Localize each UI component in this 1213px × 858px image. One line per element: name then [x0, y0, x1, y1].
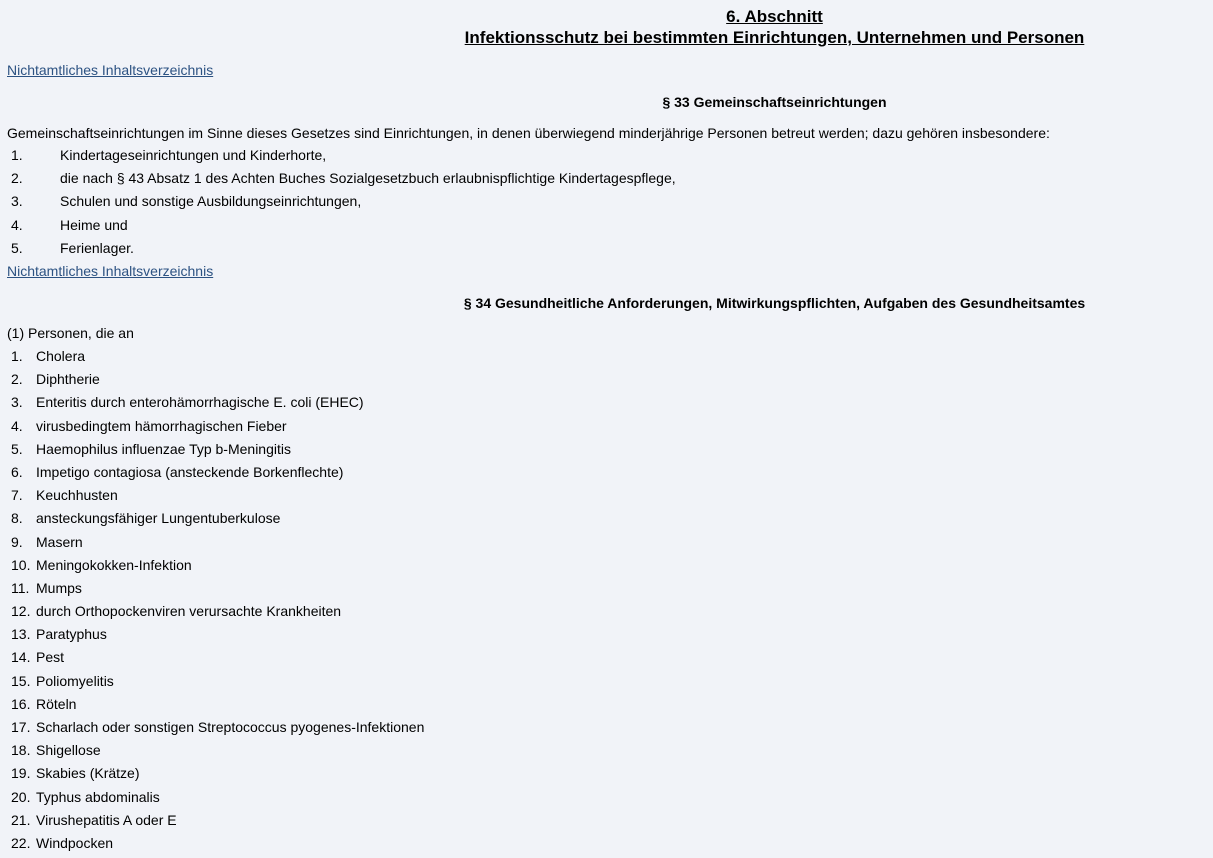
- list-item-number: 2.: [11, 170, 23, 187]
- section-heading: [336, 6, 1213, 48]
- list-item-number: 11.: [11, 579, 30, 596]
- list-item-text: Windpocken: [36, 834, 114, 851]
- list-item-text: Skabies (Krätze): [36, 765, 140, 782]
- list-item-number: 15.: [11, 672, 31, 689]
- list-item-number: 16.: [11, 695, 31, 712]
- list-item-text: Keuchhusten: [36, 487, 118, 504]
- section-title: Infektionsschutz bei bestimmten Einrichtungen, Unternehmen und Personen: [464, 28, 1085, 47]
- section-number: 6. Abschnitt: [726, 7, 823, 26]
- list-item: [11, 461, 424, 484]
- list-item-text: Virushepatitis A oder E: [36, 811, 177, 828]
- list-item-number: 18.: [11, 742, 31, 759]
- list-item-text: Poliomyelitis: [36, 672, 114, 689]
- list-item-text: Diphtherie: [36, 371, 100, 388]
- list-item: [11, 484, 424, 507]
- list-item-number: 4.: [11, 417, 23, 434]
- list-item-text: Meningokokken-Infektion: [36, 556, 192, 573]
- list-item-number: 14.: [11, 649, 31, 666]
- list-item: [11, 507, 424, 530]
- list-item-text: durch Orthopockenviren verursachte Krankheiten: [36, 603, 342, 620]
- list-item-text: Cholera: [36, 348, 86, 364]
- list-item-number: 4.: [11, 216, 23, 233]
- list-item-text: Kindertageseinrichtungen und Kinderhorte,: [60, 147, 327, 163]
- list-item-text: Typhus abdominalis: [36, 788, 160, 805]
- list-item-number: 1.: [11, 147, 23, 163]
- list-item: [11, 144, 676, 167]
- list-item-number: 13.: [11, 626, 31, 643]
- list-item: [11, 786, 424, 809]
- list-item: [11, 693, 424, 716]
- paragraph-34-intro: (1) Personen, die an: [7, 325, 134, 341]
- list-item: [11, 554, 424, 577]
- list-item: [11, 577, 424, 600]
- list-item-text: Schulen und sonstige Ausbildungseinrichtungen,: [60, 193, 362, 210]
- list-item: [11, 832, 424, 855]
- paragraph-33-list: [11, 144, 676, 260]
- list-item-number: 17.: [11, 719, 31, 735]
- list-item: [11, 646, 424, 669]
- list-item-number: 8.: [11, 510, 23, 527]
- list-item: [11, 237, 676, 260]
- list-item-text: Impetigo contagiosa (ansteckende Borkenflechte): [36, 463, 344, 480]
- list-item-number: 7.: [11, 487, 23, 504]
- list-item: [11, 531, 424, 554]
- list-item-text: Ferienlager.: [60, 239, 134, 256]
- list-item: [11, 809, 424, 832]
- list-item-number: 21.: [11, 811, 31, 828]
- list-item-text: Paratyphus: [36, 626, 107, 643]
- list-item: [11, 415, 424, 438]
- list-item-number: 12.: [11, 603, 31, 620]
- list-item-number: 3.: [11, 193, 23, 210]
- list-item-text: Röteln: [36, 695, 77, 712]
- list-item: [11, 190, 676, 213]
- list-item: [11, 368, 424, 391]
- list-item: [11, 345, 424, 368]
- list-item-text: ansteckungsfähiger Lungentuberkulose: [36, 510, 281, 527]
- list-item-number: 5.: [11, 440, 23, 457]
- list-item-text: Haemophilus influenzae Typ b-Meningitis: [36, 440, 291, 457]
- list-item-text: Scharlach oder sonstigen Streptococcus pyogenes-Infektionen: [36, 719, 425, 735]
- list-item: [11, 623, 424, 646]
- list-item-text: Heime und: [60, 216, 128, 233]
- list-item-number: 20.: [11, 788, 31, 805]
- list-item: [11, 167, 676, 190]
- paragraph-34-list: [11, 345, 424, 855]
- list-item: [11, 762, 424, 785]
- list-item-text: Mumps: [36, 579, 82, 596]
- list-item: [11, 600, 424, 623]
- table-of-contents-link[interactable]: Nichtamtliches Inhaltsverzeichnis: [7, 263, 214, 279]
- list-item: [11, 391, 424, 414]
- list-item-text: Masern: [36, 533, 83, 550]
- table-of-contents-link[interactable]: Nichtamtliches Inhaltsverzeichnis: [7, 62, 214, 78]
- list-item: [11, 716, 424, 739]
- paragraph-33-intro: Gemeinschaftseinrichtungen im Sinne dieses Gesetzes sind Einrichtungen, in denen überwiegend minderjährige Personen betreut werden; dazu gehören insbesondere:: [7, 125, 1050, 141]
- list-item: [11, 739, 424, 762]
- list-item-text: Pest: [36, 649, 65, 666]
- list-item: [11, 438, 424, 461]
- list-item-number: 2.: [11, 371, 23, 388]
- list-item-number: 3.: [11, 394, 23, 411]
- list-item-number: 19.: [11, 765, 31, 782]
- paragraph-33-title: § 33 Gemeinschaftseinrichtungen: [662, 94, 887, 110]
- list-item-text: die nach § 43 Absatz 1 des Achten Buches Sozialgesetzbuch erlaubnispflichtige Kindertagespflege,: [60, 170, 676, 187]
- list-item: [11, 670, 424, 693]
- list-item: [11, 214, 676, 237]
- list-item-text: Shigellose: [36, 742, 101, 759]
- paragraph-34-title: § 34 Gesundheitliche Anforderungen, Mitwirkungspflichten, Aufgaben des Gesundheitsamtes: [463, 295, 1086, 311]
- list-item-number: 22.: [11, 834, 31, 851]
- list-item-number: 9.: [11, 533, 23, 550]
- list-item-number: 6.: [11, 463, 23, 480]
- list-item-number: 10.: [11, 556, 31, 573]
- list-item-number: 5.: [11, 239, 23, 256]
- list-item-text: virusbedingtem hämorrhagischen Fieber: [36, 417, 287, 434]
- list-item-number: 1.: [11, 348, 23, 364]
- list-item-text: Enteritis durch enterohämorrhagische E. coli (EHEC): [36, 394, 364, 411]
